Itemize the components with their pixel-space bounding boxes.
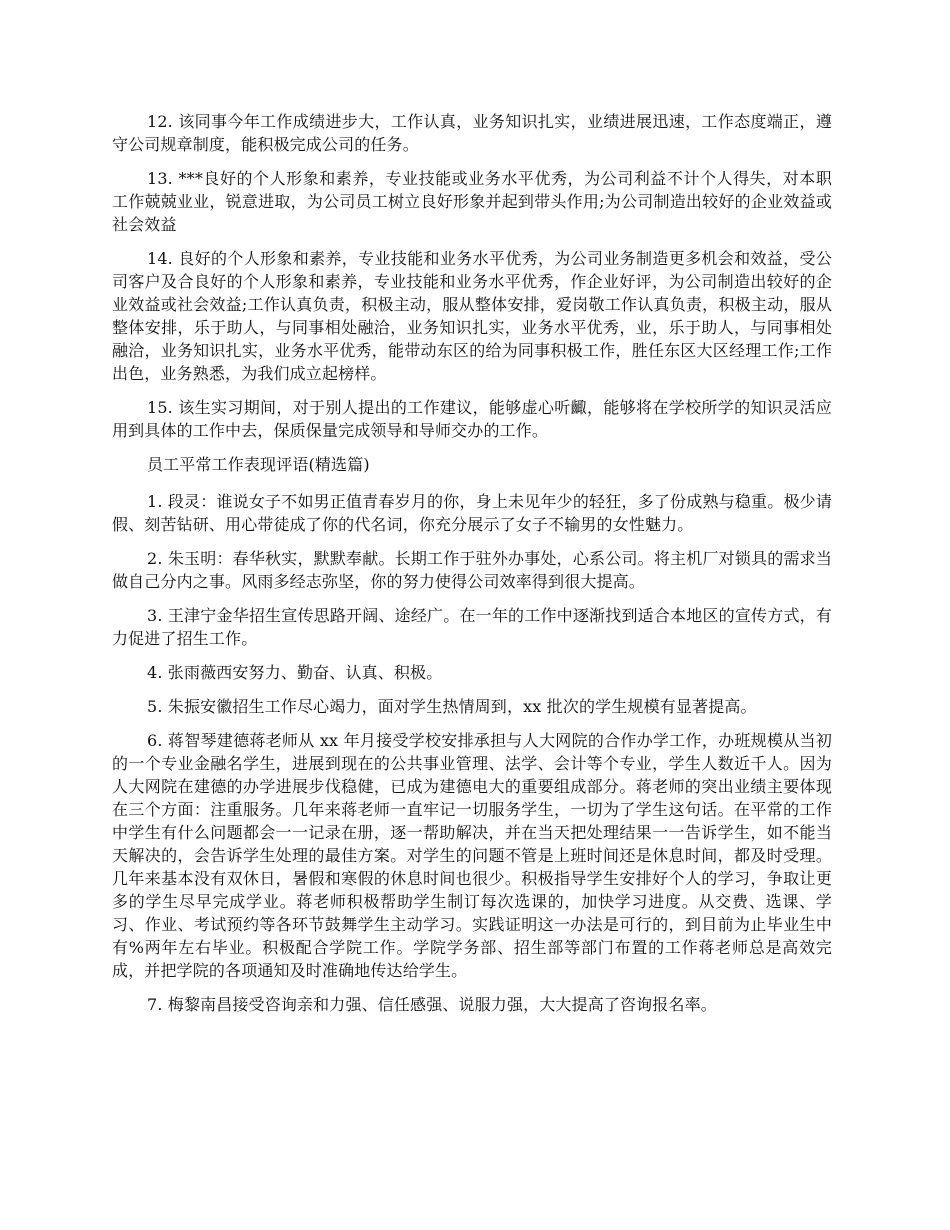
paragraph-item-14: 14. 良好的个人形象和素养，专业技能和业务水平优秀，为公司业务制造更多机会和效益，受公司客户及合良好的个人形象和素养，专业技能和业务水平优秀，作企业好评，为公司制造出较好的企业效益或社会效益;工作认真负责，积极主动，服从整体安排，爱岗敬工作认真负责，积极主动，服从整体安排，乐于助人，与同事相处融洽，业务知识扎实，业务水平优秀，业，乐于助人，与同事相处融洽，业务知识扎实，业务水平优秀，能带动东区的给为同事积极工作，胜任东区大区经理工作;工作出色，业务熟悉，为我们成立起榜样。 [112, 249, 832, 383]
paragraph-item-7: 7. 梅黎南昌接受咨询亲和力强、信任感强、说服力强，大大提高了咨询报名率。 [147, 995, 717, 1014]
paragraph-item-1: 1. 段灵：谁说女子不如男正值青春岁月的你，身上未见年少的轻狂，多了份成熟与稳重。极少请假、刻苦钻研、用心带徒成了你的代名词，你充分展示了女子不输男的女性魅力。 [112, 492, 832, 534]
paragraph-item-15: 15. 该生实习期间，对于别人提出的工作建议，能够虚心听齱，能够将在学校所学的知识灵活应用到具体的工作中去，保质保量完成领导和导师交办的工作。 [112, 398, 832, 440]
document-page [112, 110, 832, 1027]
section-heading: 员工平常工作表现评语(精选篇) [147, 455, 370, 474]
paragraph-item-2: 2. 朱玉明：春华秋实，默默奉献。长期工作于驻外办事处，心系公司。将主机厂对锁具的需求当做自己分内之事。风雨多经志弥坚，你的努力使得公司效率得到很大提高。 [112, 549, 832, 591]
paragraph-item-5: 5. 朱振安徽招生工作尽心竭力，面对学生热情周到，xx 批次的学生规模有显著提高。 [147, 697, 757, 716]
paragraph-item-3: 3. 王津宁金华招生宣传思路开阔、途经广。在一年的工作中逐渐找到适合本地区的宣传方式，有力促进了招生工作。 [112, 606, 832, 648]
paragraph-item-4: 4. 张雨薇西安努力、勤奋、认真、积极。 [147, 663, 443, 682]
paragraph-item-12: 12. 该同事今年工作成绩进步大，工作认真，业务知识扎实，业绩进展迅速，工作态度端正，遵守公司规章制度，能积极完成公司的任务。 [112, 112, 832, 154]
paragraph-item-6: 6. 蒋智琴建德蒋老师从 xx 年月接受学校安排承担与人大网院的合作办学工作，办班规模从当初的一个专业金融名学生，进展到现在的公共事业管理、法学、会计等个专业，学生人数近千人。因为人大网院在建德的办学进展步伐稳健，已成为建德电大的重要组成部分。蒋老师的突出业绩主要体现在三个方面：注重服务。几年来蒋老师一直牢记一切服务学生，一切为了学生这句话。在平常的工作中学生有什么问题都会一一记录在册，逐一帮助解决，并在当天把处理结果一一告诉学生，如不能当天解决的，会告诉学生处理的最佳方案。对学生的问题不管是上班时间还是休息时间，都及时受理。几年来基本没有双休日，暑假和寒假的休息时间也很少。积极指导学生安排好个人的学习，争取让更多的学生尽早完成学业。蒋老师积极帮助学生制订每次选课的，加快学习进度。从交费、选课、学习、作业、考试预约等各环节鼓舞学生主动学习。实践证明这一办法是可行的，到目前为止毕业生中有%两年左右毕业。积极配合学院工作。学院学务部、招生部等部门布置的工作蒋老师总是高效完成，并把学院的各项通知及时准确地传达给学生。 [112, 731, 832, 980]
paragraph-item-13: 13. ***良好的个人形象和素养，专业技能或业务水平优秀，为公司利益不计个人得失，对本职工作兢兢业业，锐意进取，为公司员工树立良好形象并起到带头作用;为公司制造出较好的企业效益或社会效益 [112, 169, 832, 234]
